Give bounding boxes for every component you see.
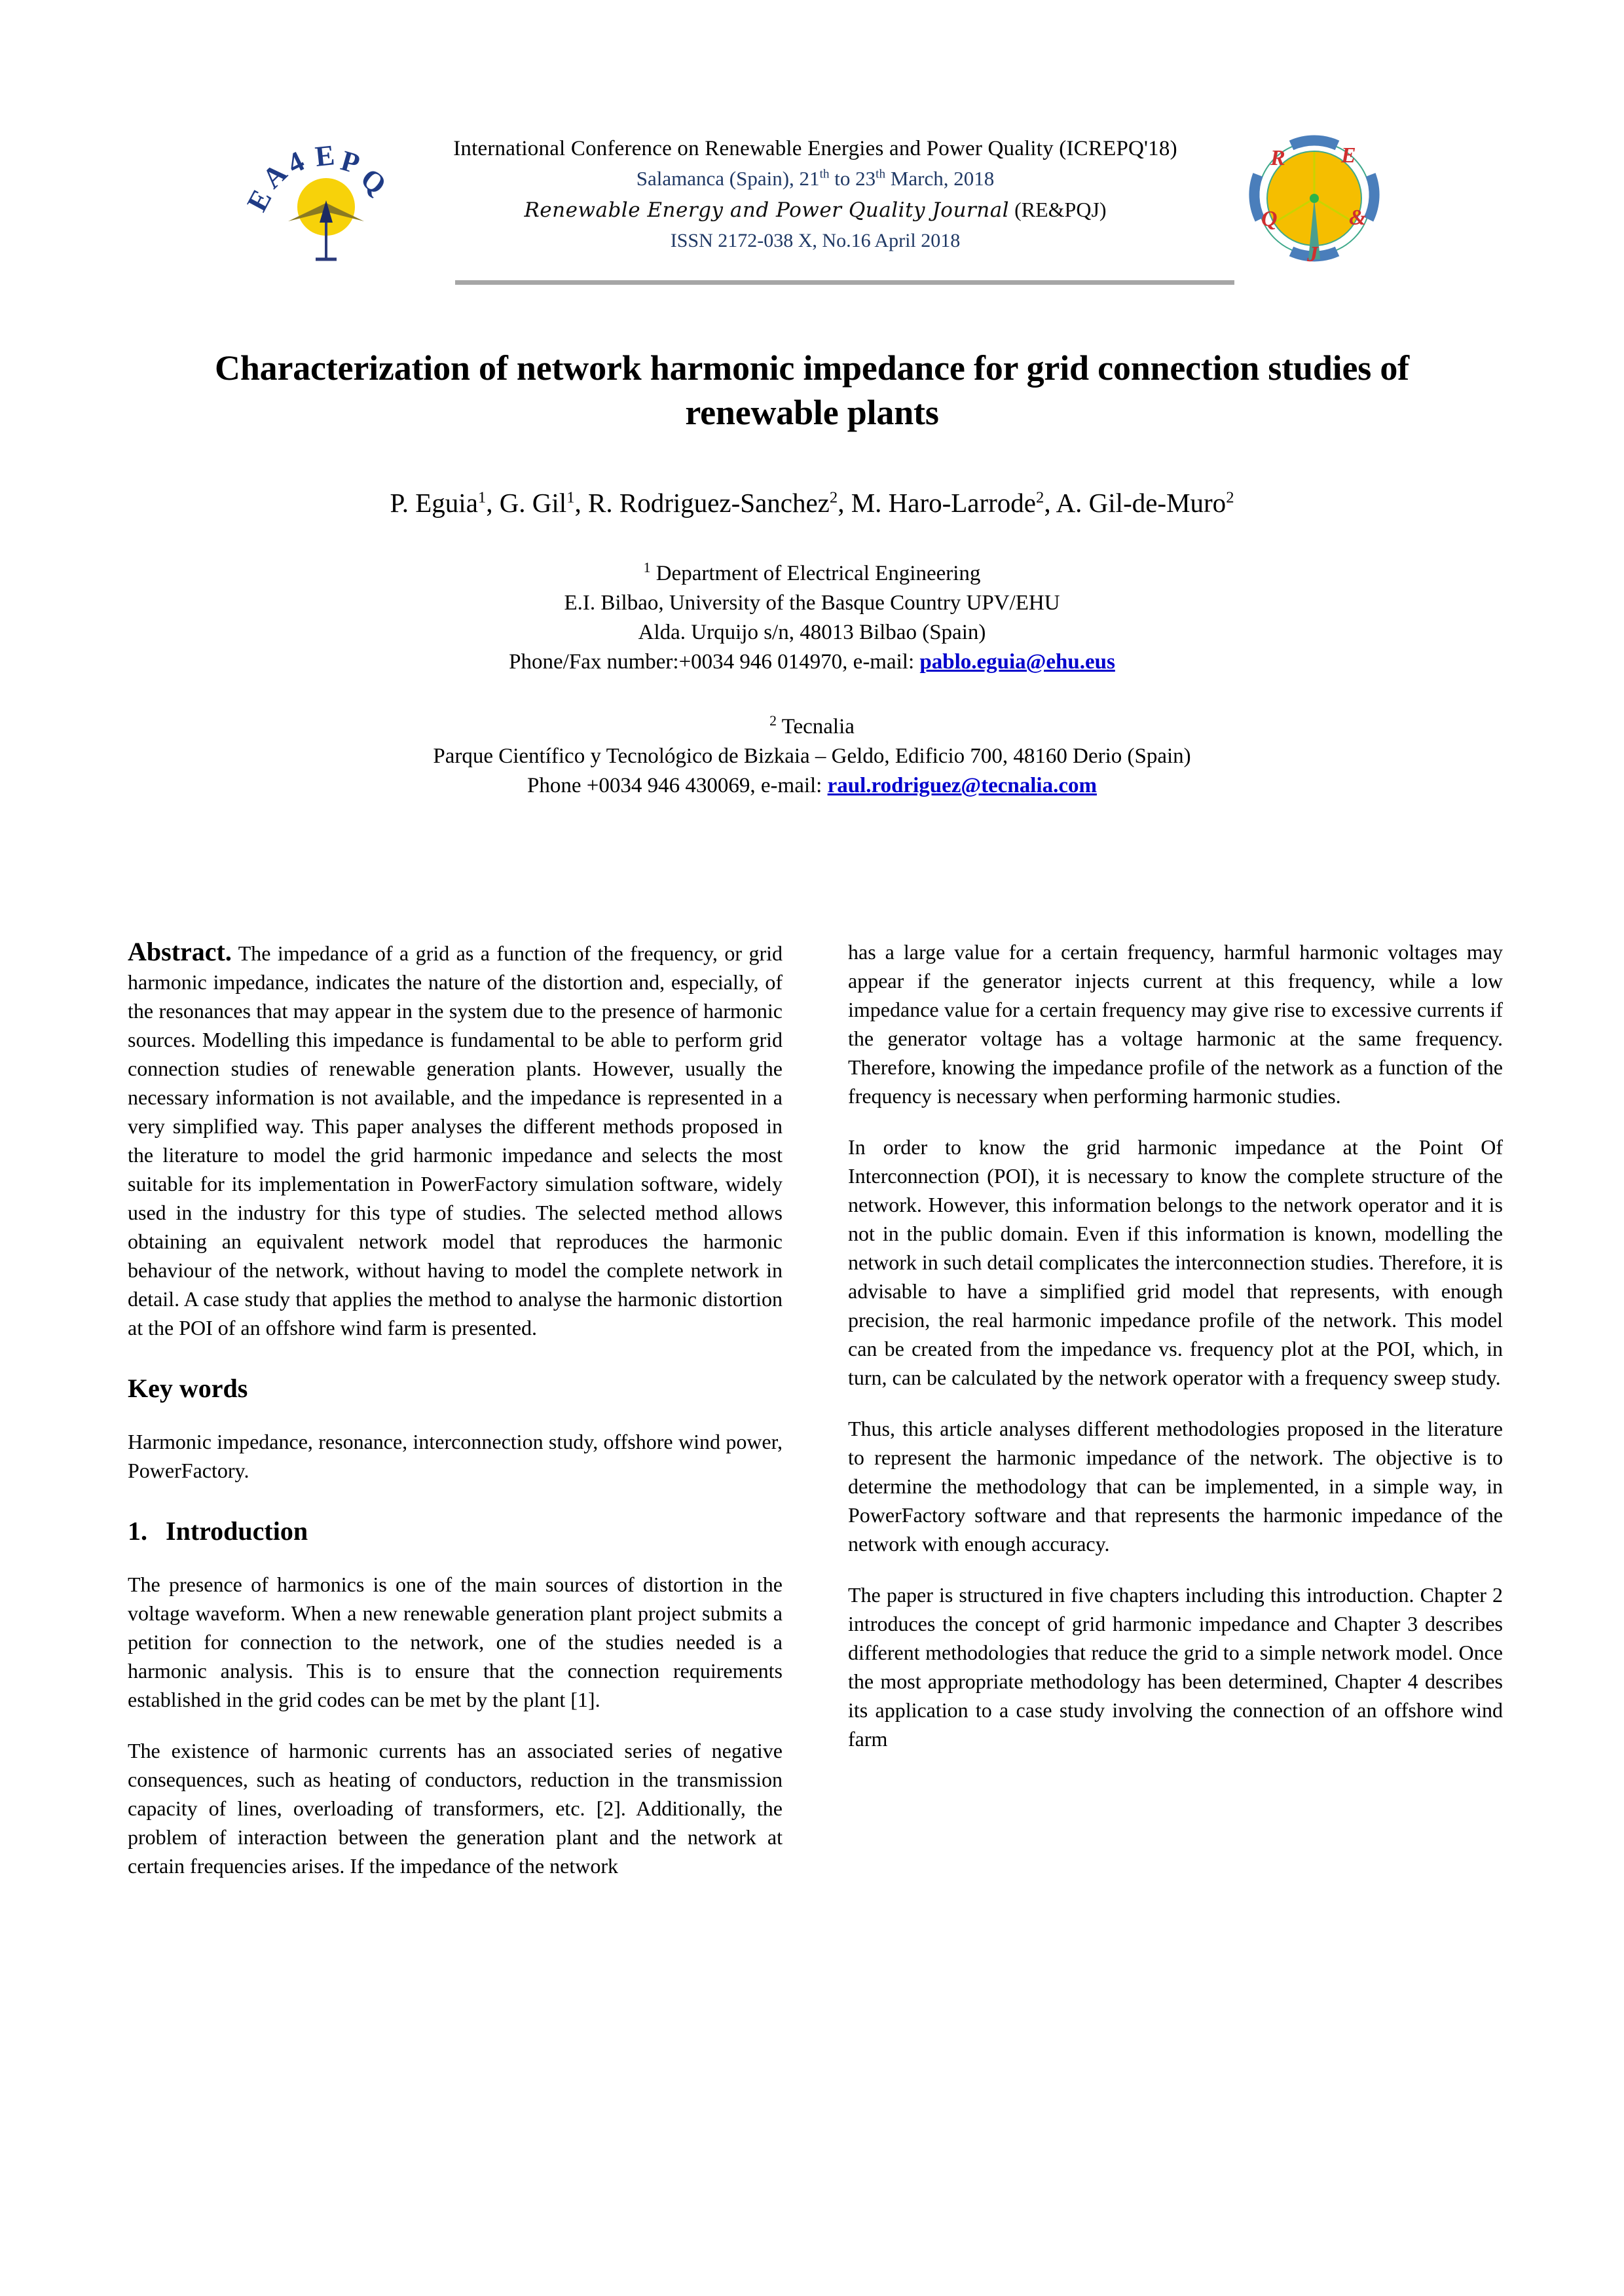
svg-text:A: A — [255, 156, 293, 195]
affiliation-line: E.I. Bilbao, University of the Basque Country UPV/EHU — [564, 591, 1060, 615]
author-entry: M. Haro-Larrode$^2$ — [851, 488, 1044, 518]
svg-text:P: P — [337, 144, 363, 181]
abstract-label: Abstract. — [128, 937, 232, 966]
author-entry: R. Rodriguez-Sanchez$^2$ — [588, 488, 838, 518]
body-columns — [128, 938, 1503, 2221]
abstract-body: The impedance of a grid as a function of the frequency, or grid harmonic impedance, indicates the nature of the distortion and, especially, of the resonances that may appear in the system due to the presence of harmonic sources. Modelling this impedance is fundamental to be able to perform grid connection studies of renewable generation plants. However, usually the necessary information is not available, and the impedance is represented in a very simplified way. This paper analyses the different methods proposed in the literature to model the grid harmonic impedance and selects the most suitable for its implementation in PowerFactory simulation software, widely used in the industry for this type of studies. The selected method allows obtaining an equivalent network model that reproduces the harmonic behaviour of the network, without having to model the complete network in detail. A case study that applies the method to analyse the harmonic distortion at the POI of an offshore wind farm is presented. — [128, 941, 783, 1339]
repqj-logo-icon — [1246, 131, 1383, 265]
journal-name: Renewable Energy and Power Quality Journal (RE&PQJ) — [524, 198, 1107, 222]
author-separator: , — [1044, 488, 1056, 518]
affiliation-line: Alda. Urquijo s/n, 48013 Bilbao (Spain) — [638, 621, 986, 644]
conference-name: International Conference on Renewable Energies and Power Quality (ICREPQ'18) — [453, 137, 1177, 160]
masthead-divider — [455, 280, 1234, 285]
affiliation-block-2 — [157, 712, 1467, 801]
keywords-heading: Key words — [128, 1374, 248, 1403]
title-block — [157, 346, 1467, 435]
left-column — [128, 938, 783, 1880]
svg-text:E: E — [1341, 143, 1356, 168]
conference-venue-date: Salamanca (Spain), 21th to 23th March, 2018 — [636, 167, 995, 190]
svg-text:E: E — [313, 139, 337, 173]
right-column — [848, 938, 1503, 1753]
affiliation-contact: Phone +0034 946 430069, e-mail: raul.rodriguez@tecnalia.com — [527, 774, 1097, 797]
abstract-paragraph — [128, 938, 783, 1342]
ea4epq-logo-icon — [242, 130, 406, 264]
right-paragraph-3: Thus, this article analyses different methodologies proposed in the literature to represent the harmonic impedance of the network. The objective is to determine the methodology that can be implemented, in a simple way, in PowerFactory software and that represents the harmonic impedance of the network with enough accuracy. — [848, 1417, 1503, 1556]
section-heading-introduction — [128, 1515, 783, 1548]
svg-text:R: R — [1270, 146, 1285, 170]
author-entry: A. Gil-de-Muro$^2$ — [1056, 488, 1234, 518]
author-separator: , — [574, 488, 588, 518]
section-title: Introduction — [166, 1516, 308, 1546]
author-separator: , — [486, 488, 500, 518]
masthead-text-block — [413, 134, 1218, 256]
email-link-author2[interactable]: raul.rodriguez@tecnalia.com — [827, 774, 1097, 797]
svg-text:Q: Q — [1261, 207, 1278, 231]
svg-text:E: E — [242, 184, 278, 217]
right-paragraph-2: In order to know the grid harmonic impedance at the Point Of Interconnection (POI), it is necessary to know the complete structure of the network. However, this information belongs to the network operator and it is not in the public domain. Even if this information is known, modelling the network in such detail complicates the interconnection studies. Therefore, it is advisable to have a simplified grid model that represents, with enough precision, the real harmonic impedance profile of the network. This model can be created from the impedance vs. frequency plot at the POI, which, in turn, can be calculated by the network operator with a frequency sweep study. — [848, 1135, 1503, 1389]
intro-paragraph-2: The existence of harmonic currents has an associated series of negative consequences, such as heating of conductors, reduction in the transmission capacity of lines, overloading of transformers, etc. [2]. Additionally, the problem of interaction between the generation plant and the network at certain frequencies arises. If the impedance of the network — [128, 1739, 783, 1878]
section-number: 1. — [128, 1516, 147, 1546]
svg-text:&: & — [1349, 206, 1367, 230]
affiliation-line: $^2$ Tecnalia — [769, 713, 855, 738]
keywords-paragraph: Harmonic impedance, resonance, interconnection study, offshore wind power, PowerFactory. — [128, 1430, 783, 1482]
affiliation-line: Parque Científico y Tecnológico de Bizkaia – Geldo, Edificio 700, 48160 Derio (Spain) — [433, 744, 1191, 768]
svg-text:4: 4 — [282, 145, 310, 180]
author-list — [157, 486, 1467, 520]
intro-paragraph-1: The presence of harmonics is one of the main sources of distortion in the voltage waveform. When a new renewable generation plant project submits a petition for connection to the network, one of the studies needed is a harmonic analysis. This is to ensure that the connection requirements established in the grid codes can be met by the plant [1]. — [128, 1573, 783, 1711]
right-paragraph-4: The paper is structured in five chapters including this introduction. Chapter 2 introduces the concept of grid harmonic impedance and Chapter 3 describes different methodologies that reduce the grid to a simple network model. Once the most appropriate methodology has been determined, Chapter 4 describes its application to a case study involving the connection of an offshore wind farm — [848, 1583, 1503, 1751]
affiliation-line: $^1$ Department of Electrical Engineering — [643, 560, 981, 585]
author-entry: P. Eguia$^1$ — [390, 488, 487, 518]
right-paragraph-1: has a large value for a certain frequency, harmful harmonic voltages may appear if the generator injects current at this frequency, while a low impedance value for a certain frequency may give rise to excessive currents if the generator voltage has a voltage harmonic at the same frequency. Therefore, knowing the impedance profile of the network as a function of the frequency is necessary when performing harmonic studies. — [848, 940, 1503, 1108]
svg-text:J: J — [1307, 242, 1318, 265]
author-separator: , — [838, 488, 851, 518]
svg-text:Q: Q — [354, 162, 392, 201]
page-title: Characterization of network harmonic impedance for grid connection studies of renewable plants — [215, 348, 1409, 432]
author-entry: G. Gil$^1$ — [499, 488, 575, 518]
affiliation-block-1 — [157, 559, 1467, 677]
email-link-author1[interactable]: pablo.eguia@ehu.eus — [919, 650, 1115, 674]
journal-masthead — [0, 124, 1624, 301]
journal-issn: ISSN 2172-038 X, No.16 April 2018 — [670, 230, 961, 251]
affiliation-contact: Phone/Fax number:+0034 946 014970, e-mail: pablo.eguia@ehu.eus — [509, 650, 1115, 674]
